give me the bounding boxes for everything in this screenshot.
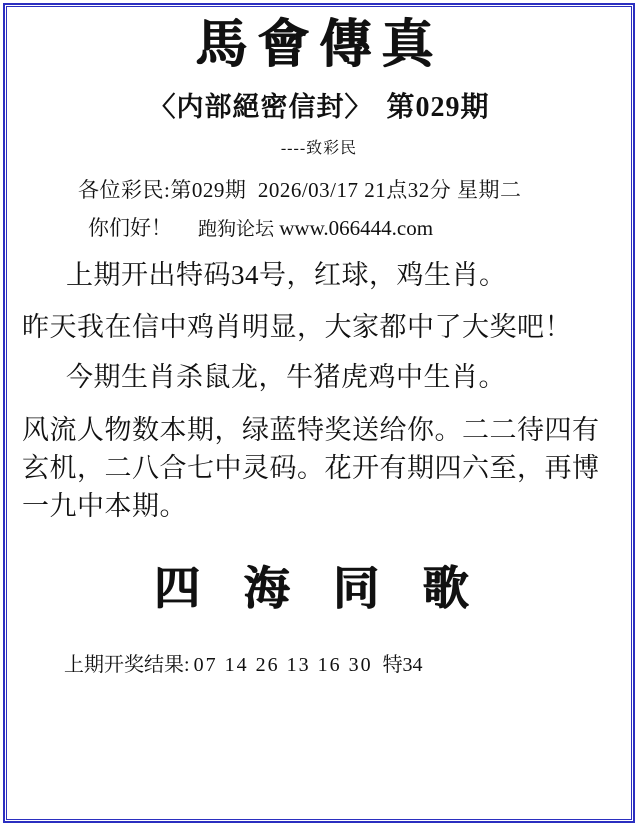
page-title: 馬會傳真 (194, 14, 443, 75)
greeting-date: 2026/03/17 (257, 177, 359, 202)
site-url: www.066444.com (279, 215, 434, 240)
result-numbers: 07 14 26 13 16 30 (193, 653, 373, 676)
paragraph-4: 风流人物数本期，绿蓝特奖送给你。二二待四有玄机，二八合七中灵码。花开有期四六至，再博一九中本期。 (22, 414, 600, 522)
issue-number: 第029期 (386, 91, 490, 123)
paragraph-1: 上期开出特码34号，红球，鸡生肖。 (66, 259, 507, 290)
greeting-prefix: 各位彩民: (78, 177, 171, 202)
slogan: 四 海 同 歌 (153, 562, 485, 614)
paragraph-3: 今期生肖杀鼠龙，牛猪虎鸡中生肖。 (66, 362, 506, 393)
greeting-hello-line (22, 212, 616, 242)
site-label: 跑狗论坛 (198, 218, 275, 240)
document-content (0, 14, 638, 677)
result-label: 上期开奖结果: (64, 653, 190, 676)
greeting-line (22, 174, 616, 204)
previous-draw-result (22, 648, 616, 677)
subtitle-bracket-text: 〈内部絕密信封〉 (148, 91, 373, 122)
document-subtitle (22, 85, 616, 125)
greeting-weekday: 星期二 (457, 177, 522, 202)
greeting-hello: 你们好！ (88, 215, 172, 240)
document-tagline: ----致彩民 (280, 139, 358, 157)
greeting-issue: 第029期 (170, 177, 247, 202)
greeting-time: 21点32分 (364, 177, 452, 202)
result-special-number: 特34 (382, 653, 423, 676)
paragraph-2: 昨天我在信中鸡肖明显，大家都中了大奖吧！ (22, 311, 572, 342)
